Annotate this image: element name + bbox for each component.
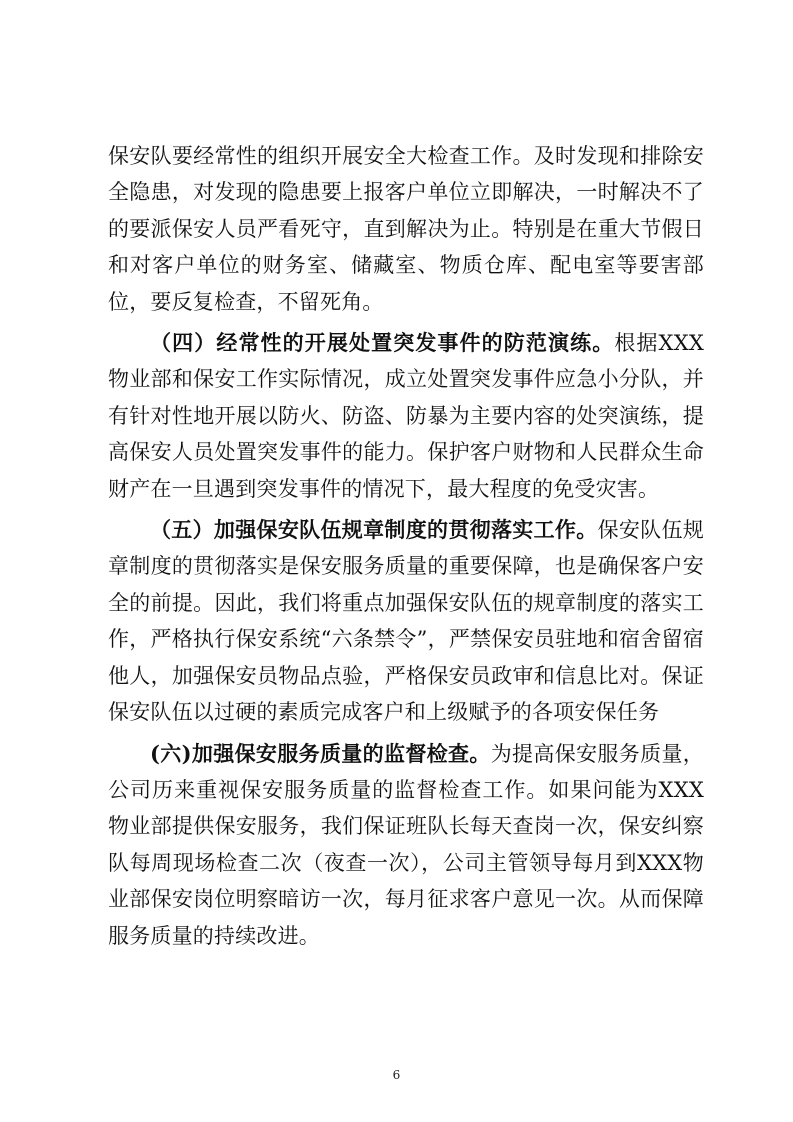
section-heading-four: （四）经常性的开展处置突发事件的防范演练。 <box>150 330 615 356</box>
paragraph-text: 保安队伍规章制度的贯彻落实是保安服务质量的重要保障，也是确保客户安全的前提。因此，我们将重点加强保安队伍的规章制度的落实工作，严格执行保安系统“六条禁令”，严禁保安员驻地和宿舍留宿他人，加强保安员物品点验，严格保安员政审和信息比对。保证保安队伍以过硬的素质完成客户和上级赋予的各项安保任务 <box>108 518 705 725</box>
paragraph-security-inspection <box>108 138 704 320</box>
document-body <box>108 138 704 959</box>
section-heading-six: (六)加强保安服务质量的监督检查。 <box>150 740 491 766</box>
paragraph-text: 为提高保安服务质量，公司历来重视保安服务质量的监督检查工作。如果问能为XXX物业部提供保安服务，我们保证班队长每天查岗一次，保安纠察队每周现场检查二次（夜查一次），公司主管领导每月到XXX物业部保安岗位明察暗访一次，每月征求客户意见一次。从而保障服务质量的持续改进。 <box>108 741 704 948</box>
paragraph-quality-supervision <box>108 736 704 954</box>
paragraph-rules-implementation <box>108 512 704 730</box>
page-number: 6 <box>392 1068 401 1082</box>
section-heading-five: （五）加强保安队伍规章制度的贯彻落实工作。 <box>150 517 598 543</box>
paragraph-text: 根据XXX物业部和保安工作实际情况，成立处置突发事件应急小分队，并有针对性地开展以防火、防盗、防暴为主要内容的处突演练，提高保安人员处置突发事件的能力。保护客户财物和人民群众生命财产在一旦遇到突发事件的情况下，最大程度的免受灾害。 <box>108 331 704 501</box>
paragraph-emergency-drill <box>108 325 704 507</box>
paragraph-text: 保安队要经常性的组织开展安全大检查工作。及时发现和排除安全隐患，对发现的隐患要上报客户单位立即解决，一时解决不了的要派保安人员严看死守，直到解决为止。特别是在重大节假日和对客户单位的财务室、储藏室、物质仓库、配电室等要害部位，要反复检查，不留死角。 <box>108 144 704 314</box>
